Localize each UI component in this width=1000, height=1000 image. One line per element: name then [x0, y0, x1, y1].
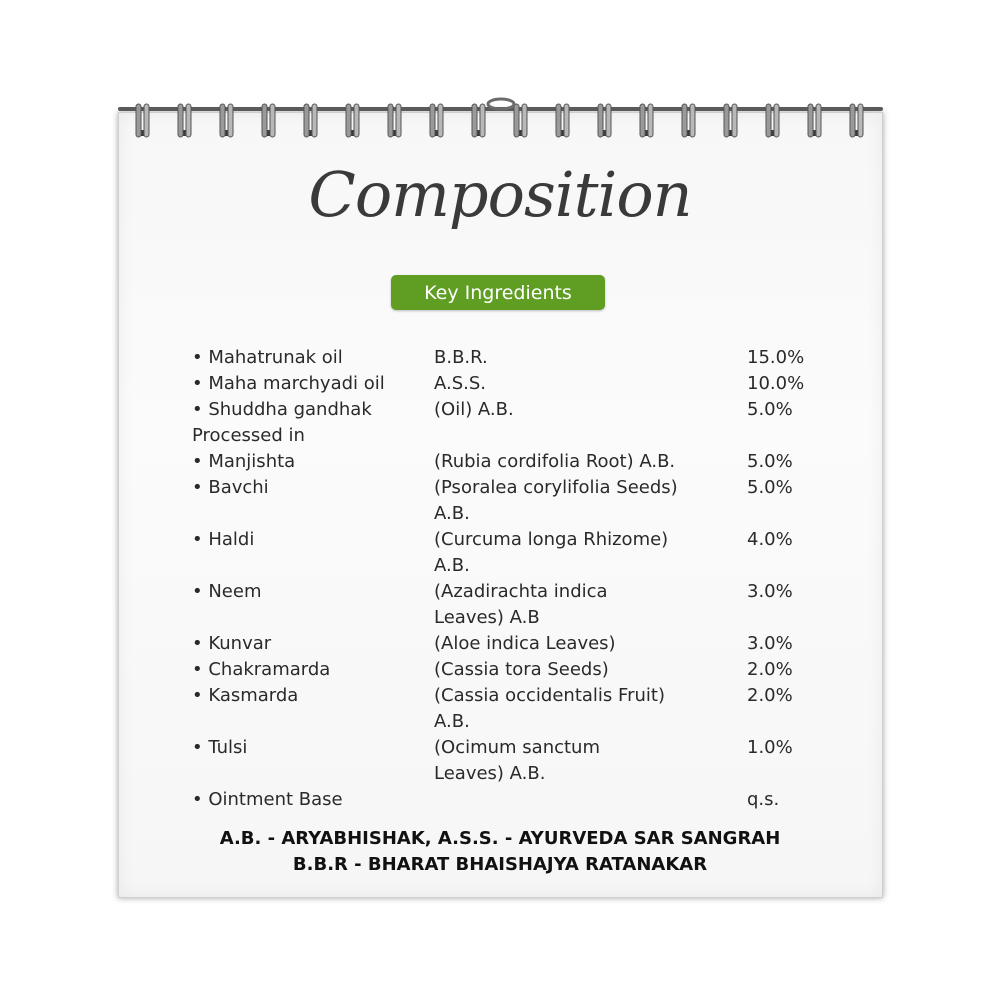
ingredient-source: A.B.: [434, 503, 470, 524]
ingredient-name: [192, 501, 434, 527]
ingredient-name: [192, 553, 434, 579]
ingredient-source: B.B.R.: [434, 347, 488, 368]
ingredient-name: [192, 605, 434, 631]
ingredient-percent: 3.0%: [747, 581, 793, 602]
ingredient-percent: [747, 423, 832, 449]
ingredient-source: (Psoralea corylifolia Seeds): [434, 477, 678, 498]
ingredient-percent: [747, 709, 832, 735]
ingredient-name: • Manjishta: [192, 451, 296, 472]
ingredient-source: (Curcuma longa Rhizome): [434, 529, 669, 550]
badge-label: Key Ingredients: [424, 281, 572, 304]
ingredient-source: Leaves) A.B.: [434, 763, 546, 784]
ingredient-name: • Maha marchyadi oil: [192, 373, 385, 394]
table-row: [192, 345, 832, 371]
table-row: [192, 449, 832, 475]
ingredient-percent: [747, 501, 832, 527]
table-row: [192, 735, 832, 761]
ingredient-percent: 1.0%: [747, 737, 793, 758]
ingredients-table: [192, 345, 832, 813]
page-title: Composition: [308, 158, 692, 231]
table-row: [192, 527, 832, 553]
ingredient-percent: 10.0%: [747, 373, 805, 394]
ingredient-name: Processed in: [192, 425, 305, 446]
ingredient-percent: 5.0%: [747, 399, 793, 420]
ingredient-percent: 15.0%: [747, 347, 805, 368]
ingredient-name: [192, 709, 434, 735]
footer-line-2: B.B.R - BHARAT BHAISHAJYA RATANAKAR: [292, 854, 708, 875]
ingredient-percent: 5.0%: [747, 477, 793, 498]
ingredient-name: • Haldi: [192, 529, 255, 550]
ingredient-name: • Shuddha gandhak: [192, 399, 372, 420]
table-row: [192, 787, 832, 813]
ingredient-name: • Kasmarda: [192, 685, 299, 706]
ingredient-percent: [747, 761, 832, 787]
ingredient-source: (Oil) A.B.: [434, 399, 514, 420]
ingredient-percent: [747, 553, 832, 579]
ingredient-source: (Rubia cordifolia Root) A.B.: [434, 451, 676, 472]
ingredient-name: • Tulsi: [192, 737, 248, 758]
ingredient-percent: q.s.: [747, 789, 780, 810]
ingredient-source: A.B.: [434, 711, 470, 732]
footer-line-1: A.B. - ARYABHISHAK, A.S.S. - AYURVEDA SAR SANGRAH: [219, 828, 781, 849]
ingredient-source: (Azadirachta indica: [434, 581, 608, 602]
ingredient-source: [434, 423, 747, 449]
ingredient-source: [434, 787, 747, 813]
ingredient-source: (Cassia tora Seeds): [434, 659, 609, 680]
ingredient-source: (Aloe indica Leaves): [434, 633, 616, 654]
table-row: [192, 397, 832, 423]
table-row: [192, 475, 832, 501]
ingredient-name: • Kunvar: [192, 633, 272, 654]
spiral-spine: [118, 107, 883, 111]
key-ingredients-badge: [391, 275, 605, 310]
ingredient-source: A.B.: [434, 555, 470, 576]
ingredient-percent: 3.0%: [747, 633, 793, 654]
abbreviations-footer: [0, 826, 1000, 878]
table-row: [192, 761, 832, 787]
ingredient-percent: [747, 605, 832, 631]
ingredient-name: • Ointment Base: [192, 789, 343, 810]
ingredient-percent: 2.0%: [747, 659, 793, 680]
table-row: [192, 605, 832, 631]
ingredient-source: (Ocimum sanctum: [434, 737, 600, 758]
table-row: [192, 631, 832, 657]
table-row: [192, 423, 832, 449]
ingredient-percent: 5.0%: [747, 451, 793, 472]
ingredient-percent: 4.0%: [747, 529, 793, 550]
ingredient-source: (Cassia occidentalis Fruit): [434, 685, 665, 706]
ingredient-name: • Mahatrunak oil: [192, 347, 343, 368]
ingredient-name: • Neem: [192, 581, 262, 602]
ingredient-source: A.S.S.: [434, 373, 487, 394]
table-row: [192, 657, 832, 683]
table-row: [192, 683, 832, 709]
ingredient-source: Leaves) A.B: [434, 607, 540, 628]
table-row: [192, 371, 832, 397]
ingredient-name: [192, 761, 434, 787]
ingredient-name: • Bavchi: [192, 477, 269, 498]
ingredient-name: • Chakramarda: [192, 659, 331, 680]
table-row: [192, 709, 832, 735]
table-row: [192, 553, 832, 579]
table-row: [192, 501, 832, 527]
ingredient-percent: 2.0%: [747, 685, 793, 706]
table-row: [192, 579, 832, 605]
